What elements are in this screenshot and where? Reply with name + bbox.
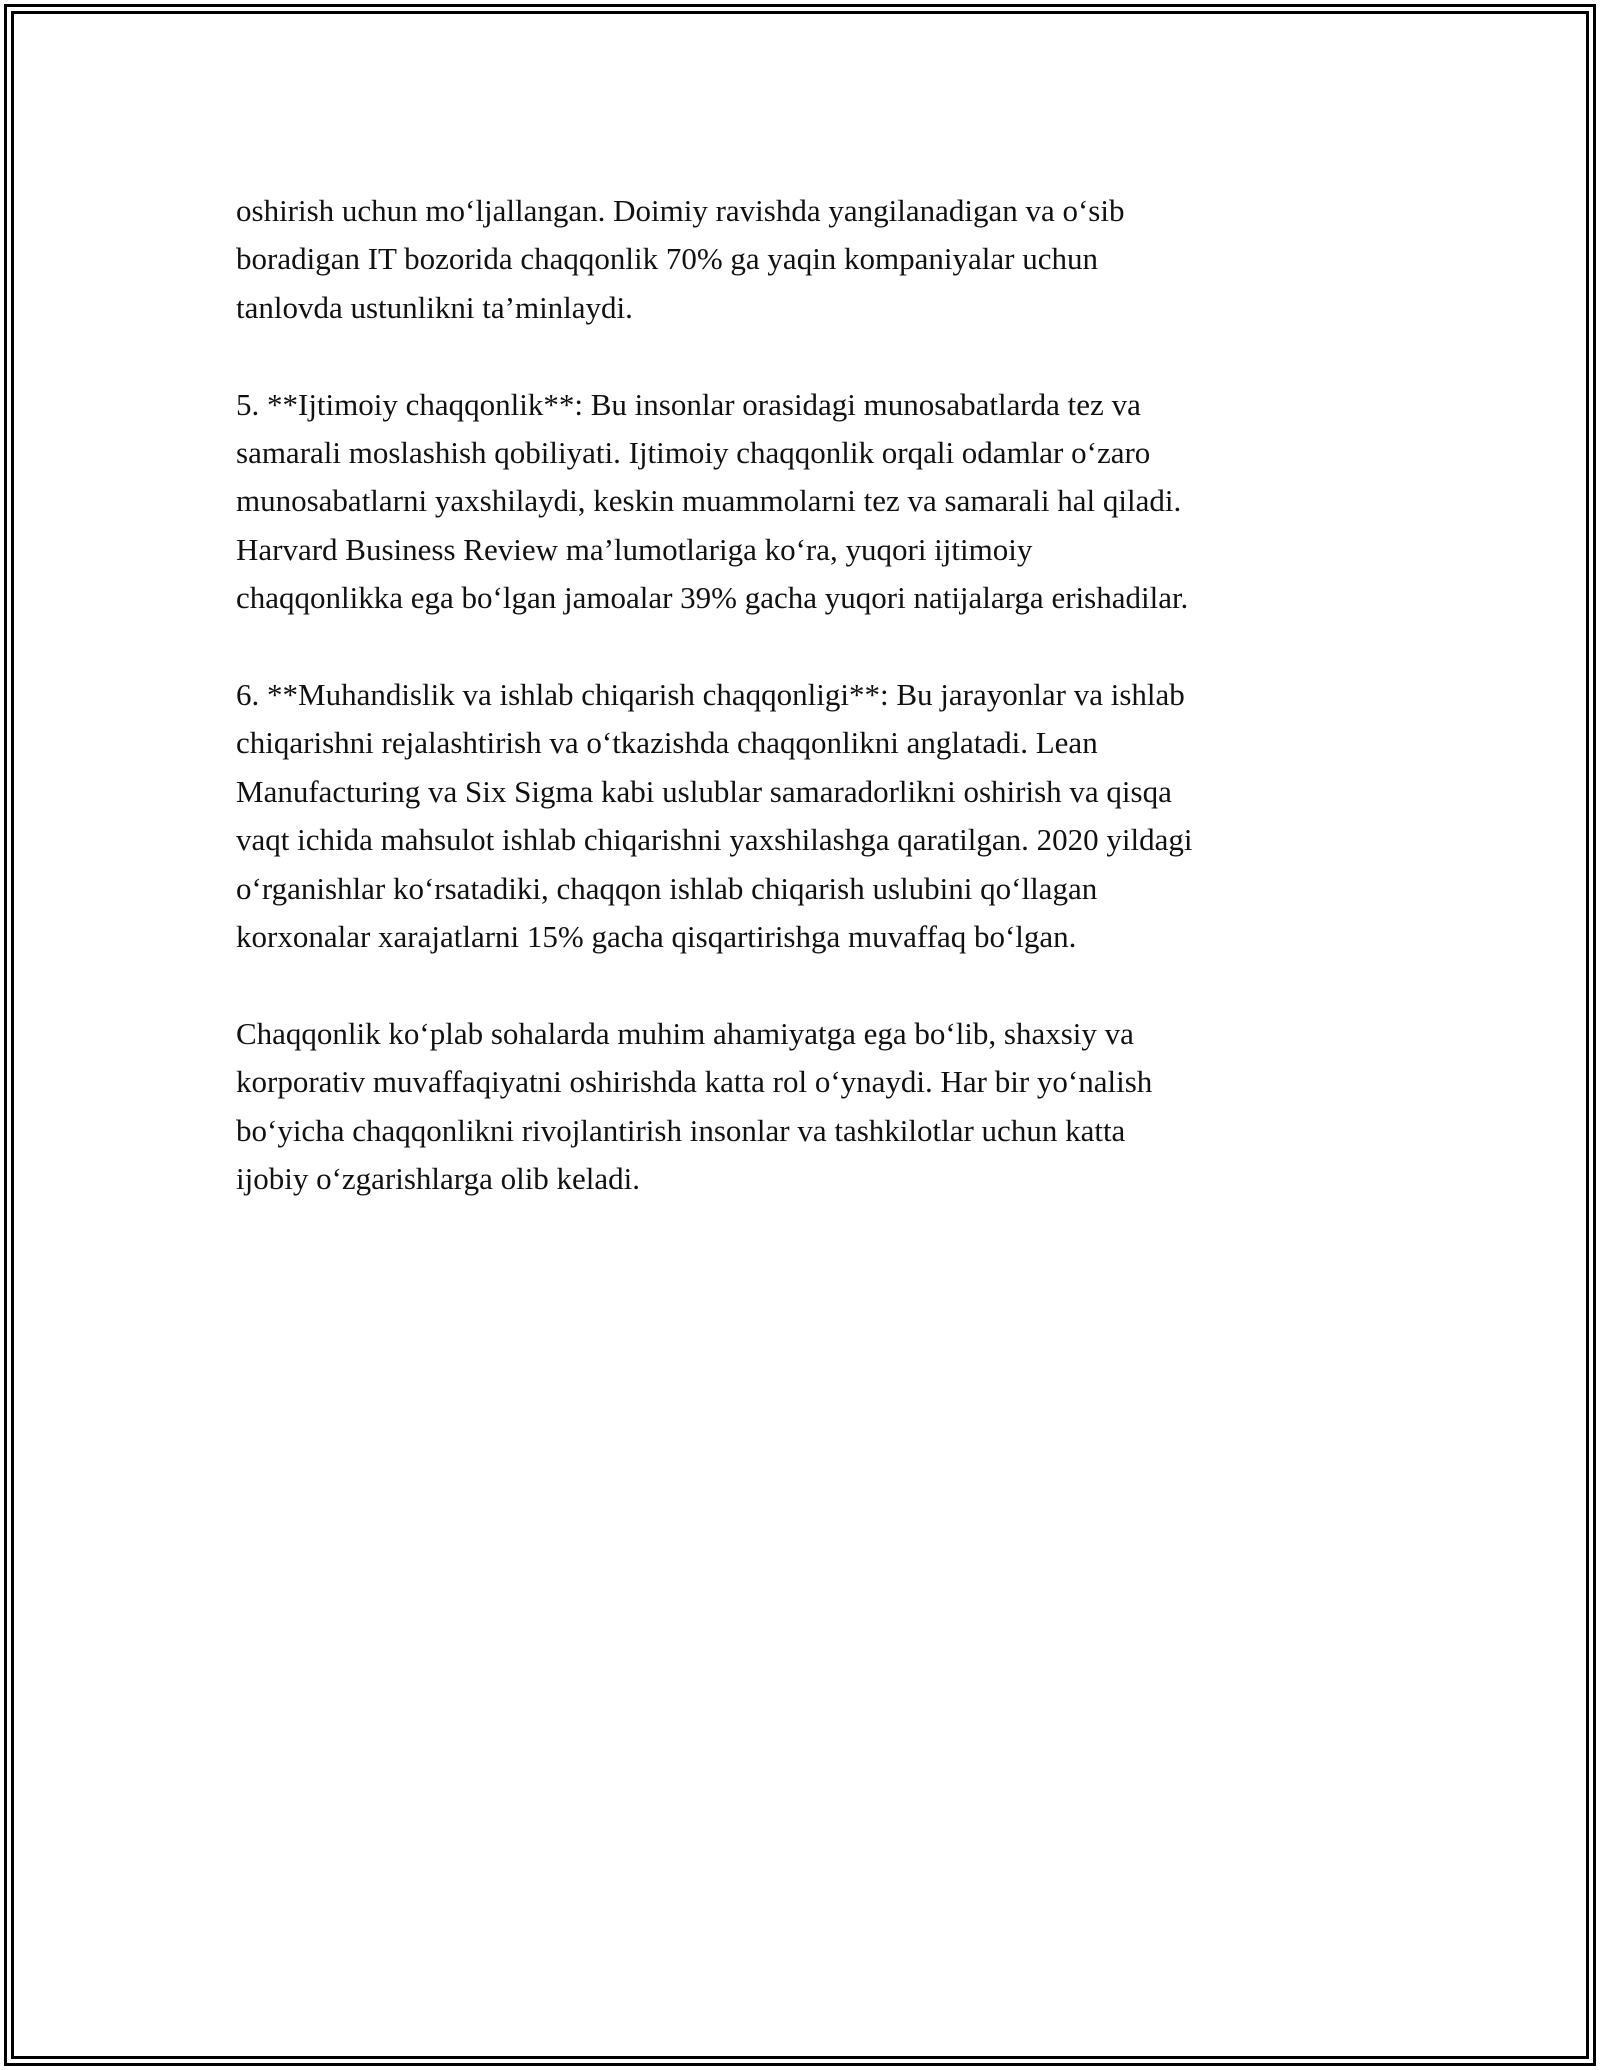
text-line: chiqarishni rejalashtirish va o‘tkazishda chaqqonlikni anglatadi. Lean [236,725,1098,761]
text-line: Manufacturing va Six Sigma kabi uslublar samaradorlikni oshirish va qisqa [236,773,1172,809]
paragraph-conclusion [236,1010,1396,1204]
text-line: boradigan IT bozorida chaqqonlik 70% ga yaqin kompaniyalar uchun [236,241,1099,277]
text-line: vaqt ichida mahsulot ishlab chiqarishni yaxshilashga qaratilgan. 2020 yildagi [236,822,1193,858]
text-line: munosabatlarni yaxshilaydi, keskin muammolarni tez va samarali hal qiladi. [236,483,1182,519]
text-line: samarali moslashish qobiliyati. Ijtimoiy chaqqonlik orqali odamlar o‘zaro [236,435,1151,471]
text-line: Chaqqonlik ko‘plab sohalarda muhim ahamiyatga ega bo‘lib, shaxsiy va [236,1015,1134,1051]
text-line: oshirish uchun mo‘ljallangan. Doimiy ravishda yangilanadigan va o‘sib [236,193,1125,228]
text-line: korporativ muvaffaqiyatni oshirishda katta rol o‘ynaydi. Har bir yo‘nalish [236,1064,1153,1100]
text-line: tanlovda ustunlikni ta’minlaydi. [236,289,633,325]
text-line: 6. **Muhandislik va ishlab chiqarish chaqqonligi**: Bu jarayonlar va ishlab [236,677,1185,713]
document-body [236,187,1396,1252]
paragraph-continuation [236,187,1396,332]
text-line: o‘rganishlar ko‘rsatadiki, chaqqon ishlab chiqarish uslubini qo‘llagan [236,870,1098,906]
text-line: 5. **Ijtimoiy chaqqonlik**: Bu insonlar orasidagi munosabatlarda tez va [236,386,1141,422]
paragraph-item-5 [236,381,1396,623]
text-line: chaqqonlikka ega bo‘lgan jamoalar 39% gacha yuqori natijalarga erishadilar. [236,580,1189,616]
text-line: ijobiy o‘zgarishlarga olib keladi. [236,1161,641,1197]
text-line: korxonalar xarajatlarni 15% gacha qisqartirishga muvaffaq bo‘lgan. [236,919,1077,955]
text-line: Harvard Business Review ma’lumotlariga ko‘ra, yuqori ijtimoiy [236,531,1033,567]
paragraph-item-6 [236,671,1396,961]
text-line: bo‘yicha chaqqonlikni rivojlantirish insonlar va tashkilotlar uchun katta [236,1112,1126,1148]
